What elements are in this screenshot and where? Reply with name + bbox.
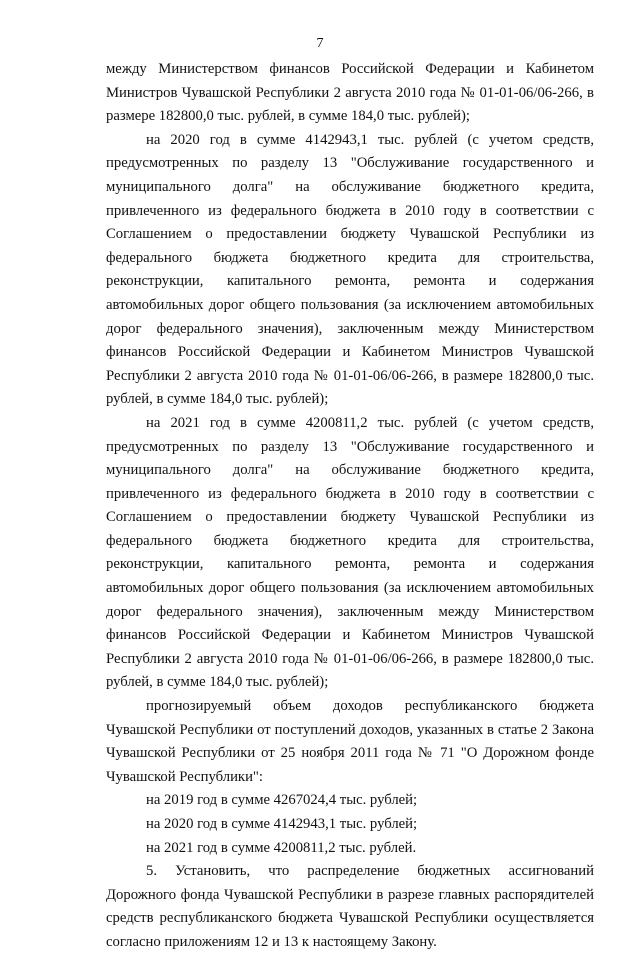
paragraph-2021-expenses: на 2021 год в сумме 4200811,2 тыс. рублей (с учетом средств, предусмотренных по разделу 13 "Обслуживание государственного и муниципального долга" на обслуживание бюджетного кредита, привлеченного из федерального бюджета в 2010 году в соответствии с Соглашением о предоставлении бюджету Чувашской Республики из федерального бюджета бюджетного кредита для строительства, реконструкции, капитального ремонта, ремонта и содержания автомобильных дорог общего пользования (за исключением автомобильных дорог федерального значения), заключенным между Министерством финансов Российской Федерации и Кабинетом Министров Чувашской Республики 2 августа 2010 года № 01-01-06/06-266, в размере 182800,0 тыс. рублей, в сумме 184,0 тыс. рублей); xyxy=(106,414,594,691)
list-item-2020: на 2020 год в сумме 4142943,1 тыс. рублей; xyxy=(146,816,418,832)
paragraph-continuation: между Министерством финансов Российской Федерации и Кабинетом Министров Чувашской Республики 2 августа 2010 года № 01-01-06/06-266, в размере 182800,0 тыс. рублей, в сумме 184,0 тыс. рублей); xyxy=(106,61,594,125)
paragraph-forecast-revenue: прогнозируемый объем доходов республиканского бюджета Чувашской Республики от поступлений доходов, указанных в статье 2 Закона Чувашской Республики от 25 ноября 2011 года № 71 "О Дорожном фонде Чувашской Республики": xyxy=(106,698,594,785)
list-item-2021: на 2021 год в сумме 4200811,2 тыс. рублей. xyxy=(146,839,417,856)
paragraph-2020-expenses: на 2020 год в сумме 4142943,1 тыс. рублей (с учетом средств, предусмотренных по разделу 13 "Обслуживание государственного и муниципального долга" на обслуживание бюджетного кредита, привлеченного из федерального бюджета в 2010 году в соответствии с Соглашением о предоставлении бюджету Чувашской Республики из федерального бюджета бюджетного кредита для строительства, реконструкции, капитального ремонта, ремонта и содержания автомобильных дорог общего пользования (за исключением автомобильных дорог федерального значения), заключенным между Министерством финансов Российской Федерации и Кабинетом Министров Чувашской Республики 2 августа 2010 года № 01-01-06/06-266, в размере 182800,0 тыс. рублей, в сумме 184,0 тыс. рублей); xyxy=(106,131,594,408)
document-body xyxy=(106,58,594,955)
page-number: 7 xyxy=(316,36,324,51)
list-item-2019: на 2019 год в сумме 4267024,4 тыс. рублей; xyxy=(146,792,418,809)
paragraph-item-5: 5. Установить, что распределение бюджетных ассигнований Дорожного фонда Чувашской Республики в разрезе главных распорядителей средств республиканского бюджета Чувашской Республики осуществляется согласно приложениям 12 и 13 к настоящему Закону. xyxy=(106,863,594,950)
